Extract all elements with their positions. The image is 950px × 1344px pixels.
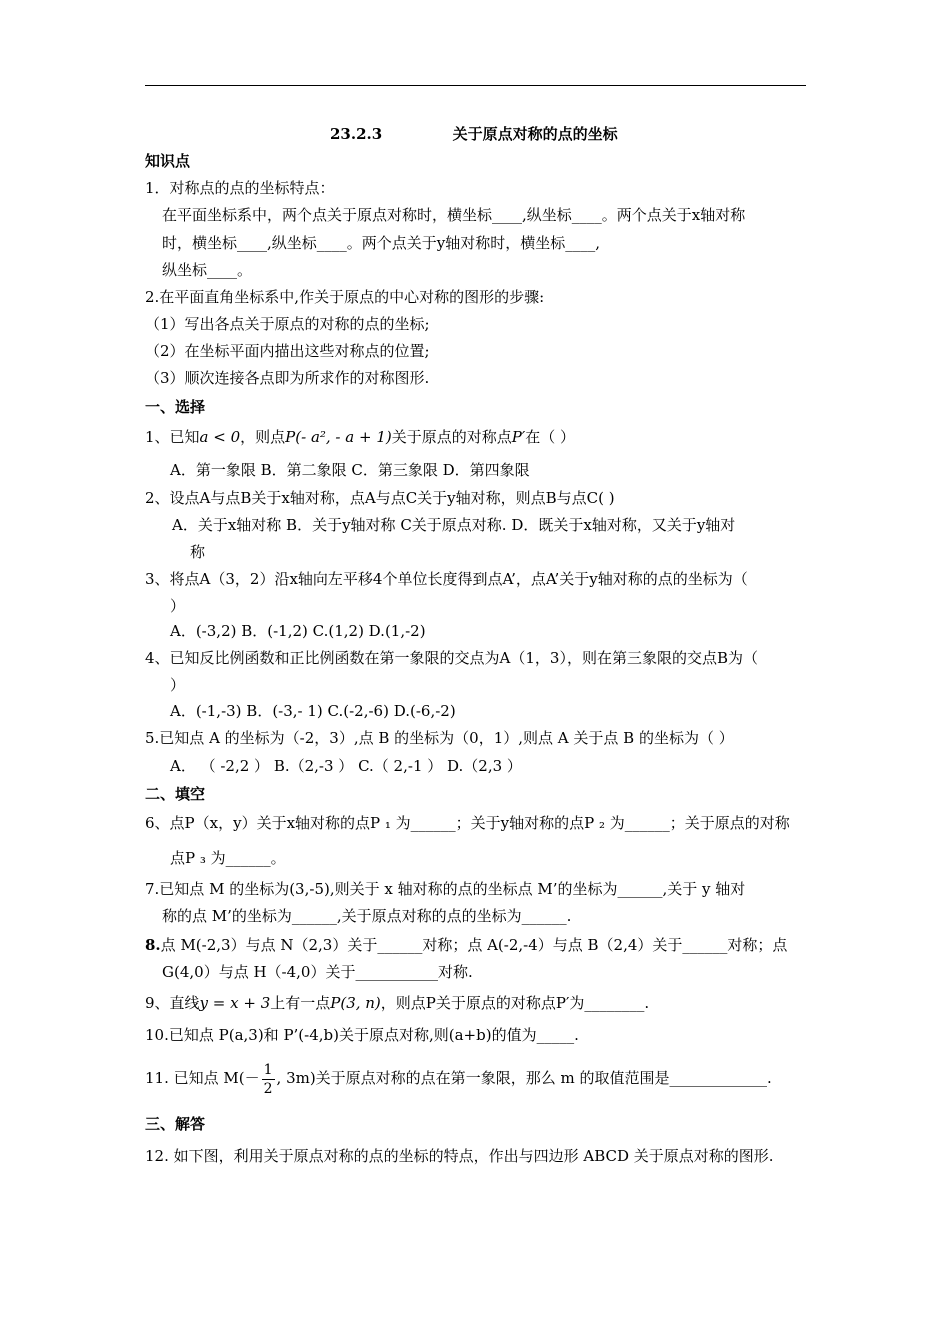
q1-point-expr: P(- a², - a + 1) [285, 428, 392, 446]
q8-text: 点 M(-2,3）与点 N（2,3）关于______对称；点 A(-2,-4）与点 B（2,4）关于______对称；点 [160, 936, 788, 954]
question-4: 4、已知反比例函数和正比例函数在第一象限的交点为A（1，3），则在第三象限的交点B为（ [145, 649, 758, 667]
q5-options: A． （ -2,2 ） B.（2,-3 ） C.（ 2,-1 ） D.（2,3 ） [170, 757, 522, 775]
knowledge-item-1: 1．对称点的点的坐标特点： [145, 179, 335, 197]
question-5: 5.已知点 A 的坐标为（-2，3）,点 B 的坐标为（0，1）,则点 A 关于点 B 的坐标为（ ） [145, 729, 734, 747]
title-text: 关于原点对称的点的坐标 [452, 125, 618, 143]
question-6-cont: 点P ₃ 为______。 [170, 849, 286, 867]
knowledge-step-3: （3）顺次连接各点即为所求作的对称图形. [145, 369, 430, 387]
q9-equation: y = x + 3 [199, 994, 271, 1012]
knowledge-item-1-line-3: 纵坐标____。 [162, 261, 253, 279]
question-2: 2、设点A与点B关于x轴对称，点A与点C关于y轴对称，则点B与点C( ) [145, 489, 615, 507]
q3-options: A．(-3,2) B．(-1,2) C.(1,2) D.(1,-2) [170, 622, 426, 640]
knowledge-item-1-line-2: 时，横坐标____,纵坐标____。两个点关于y轴对称时，横坐标____, [162, 234, 601, 252]
q2-options-line-1: A．关于x轴对称 B．关于y轴对称 C关于原点对称. D．既关于x轴对称，又关于y轴对 [172, 516, 736, 534]
q1-condition: a < 0 [199, 428, 241, 446]
question-10: 10.已知点 P(a,3)和 P’(-4,b)关于原点对称,则(a+b)的值为_____. [145, 1026, 579, 1044]
question-3: 3、将点A（3，2）沿x轴向左平移4个单位长度得到点A’，点A’关于y轴对称的点的坐标为（ [145, 570, 748, 588]
knowledge-item-2: 2.在平面直角坐标系中,作关于原点的中心对称的图形的步骤: [145, 288, 545, 306]
q1-pprime: P′ [511, 428, 526, 446]
question-8 [145, 935, 787, 955]
title-number: 23.2.3 [330, 125, 383, 143]
q1-post: 关于原点的对称点 [391, 428, 512, 446]
q11-denominator: 2 [263, 1080, 273, 1097]
q8-number: 8. [145, 936, 161, 954]
knowledge-item-1-line-1: 在平面坐标系中，两个点关于原点对称时，横坐标____,纵坐标____。两个点关于x轴对称 [162, 206, 746, 224]
q9-post: ，则点P关于原点的对称点P′为________. [380, 994, 650, 1012]
q1-pre: 1、已知 [145, 428, 200, 446]
q1-tail: 在（ ） [525, 428, 576, 446]
knowledge-step-1: （1）写出各点关于原点的对称的点的坐标; [145, 315, 430, 333]
q9-mid: 上有一点 [270, 994, 331, 1012]
question-8-cont: G(4,0）与点 H（-4,0）关于___________对称. [162, 963, 473, 981]
question-4-cont: ） [170, 676, 186, 694]
knowledge-step-2: （2）在坐标平面内描出这些对称点的位置; [145, 342, 430, 360]
section-knowledge-heading: 知识点 [145, 152, 191, 170]
question-3-cont: ） [170, 597, 186, 615]
page-title [330, 124, 618, 144]
question-1 [145, 427, 575, 447]
question-9 [145, 993, 649, 1013]
section-choice-heading: 一、选择 [145, 398, 206, 416]
q11-post: , 3m)关于原点对称的点在第一象限，那么 m 的取值范围是_____________. [276, 1069, 772, 1087]
q11-numerator: 1 [263, 1061, 273, 1078]
question-12: 12. 如下图，利用关于原点对称的点的坐标的特点，作出与四边形 ABCD 关于原点对称的图形. [145, 1147, 774, 1165]
question-6: 6、点P（x，y）关于x轴对称的点P ₁ 为______；关于y轴对称的点P ₂ 为______；关于原点的对称 [145, 814, 790, 832]
q11-fraction [262, 1061, 275, 1098]
q9-point: P(3, n) [330, 994, 381, 1012]
section-answer-heading: 三、解答 [145, 1115, 206, 1133]
q9-pre: 9、直线 [145, 994, 200, 1012]
q2-options-line-2: 称 [190, 543, 206, 561]
q4-options: A．(-1,-3) B．(-3,- 1) C.(-2,-6) D.(-6,-2) [170, 702, 456, 720]
q1-options: A．第一象限 B．第二象限 C．第三象限 D．第四象限 [170, 461, 530, 479]
question-7-cont: 称的点 M’的坐标为______,关于原点对称的点的坐标为______. [162, 907, 572, 925]
header-rule [145, 85, 806, 86]
q11-pre: 11. 已知点 M(－ [145, 1069, 260, 1087]
question-11 [145, 1058, 772, 1098]
q1-mid: ，则点 [240, 428, 286, 446]
question-7: 7.已知点 M 的坐标为(3,-5),则关于 x 轴对称的点的坐标点 M’的坐标为______,关于 y 轴对 [145, 880, 746, 898]
section-fill-heading: 二、填空 [145, 785, 206, 803]
